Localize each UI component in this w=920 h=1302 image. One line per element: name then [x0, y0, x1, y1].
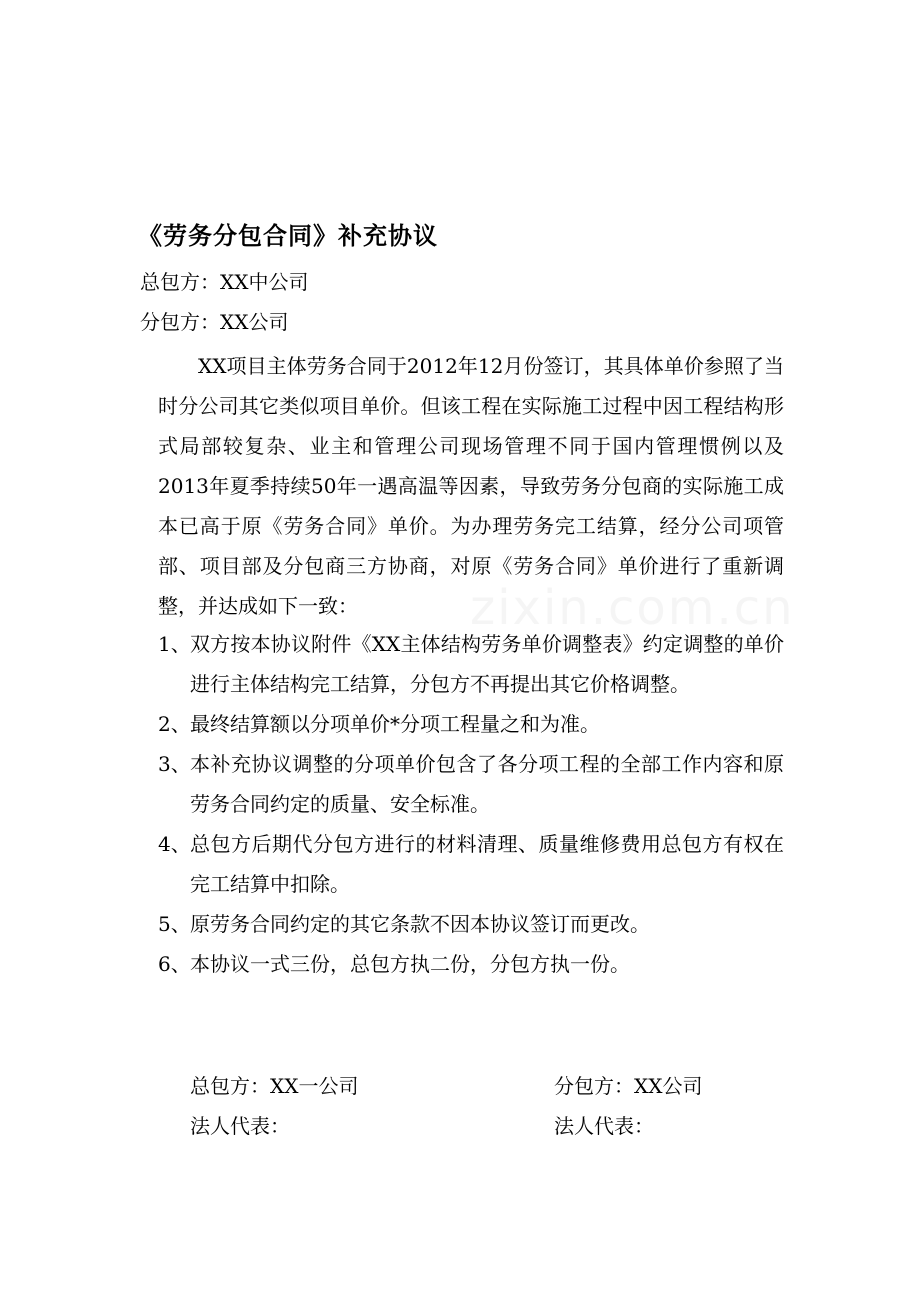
clause-text: 本补充协议调整的分项单价包含了各分项工程的全部工作内容和原劳务合同约定的质量、安全标准。 — [190, 752, 784, 816]
clause-text: 双方按本协议附件《XX主体结构劳务单价调整表》约定调整的单价进行主体结构完工结算，分包方不再提出其它价格调整。 — [190, 632, 784, 696]
clause-number: 1、 — [158, 632, 191, 656]
clause-number: 5、 — [158, 912, 191, 936]
general-contractor-legal-rep: 法人代表： — [190, 1114, 290, 1138]
clause-item — [158, 744, 784, 824]
subcontractor-line: 分包方：XX公司 — [140, 310, 289, 334]
general-contractor-sign-party: 总包方：XX一公司 — [190, 1074, 359, 1098]
clause-item — [158, 904, 784, 944]
subcontractor-sign-party: 分包方：XX公司 — [554, 1074, 703, 1098]
clause-item — [158, 944, 784, 984]
clause-text: 本协议一式三份，总包方执二份，分包方执一份。 — [190, 952, 630, 976]
clause-text: 原劳务合同约定的其它条款不因本协议签订而更改。 — [190, 912, 650, 936]
document-title: 《劳务分包合同》补充协议 — [138, 222, 438, 250]
body-paragraph: XX项目主体劳务合同于2012年12月份签订，其具体单价参照了当时分公司其它类似项目单价。但该工程在实际施工过程中因工程结构形式局部较复杂、业主和管理公司现场管理不同于国内管理惯例以及2013年夏季持续50年一遇高温等因素，导致劳务分包商的实际施工成本已高于原《劳务合同》单价。为办理劳务完工结算，经分公司项管部、项目部及分包商三方协商，对原《劳务合同》单价进行了重新调整，并达成如下一致： — [158, 354, 784, 618]
general-contractor-signature-block — [190, 1066, 358, 1146]
subcontractor-legal-rep: 法人代表： — [554, 1114, 654, 1138]
clause-number: 2、 — [158, 712, 191, 736]
watermark: zixin.com.cn — [470, 580, 795, 636]
clause-number: 6、 — [158, 952, 191, 976]
general-contractor-line: 总包方：XX中公司 — [140, 270, 309, 294]
clause-list — [158, 624, 784, 984]
clause-item — [158, 624, 784, 704]
clause-text: 总包方后期代分包方进行的材料清理、质量维修费用总包方有权在完工结算中扣除。 — [190, 832, 784, 896]
clause-number: 4、 — [158, 832, 191, 856]
clause-number: 3、 — [158, 752, 191, 776]
clause-item — [158, 704, 784, 744]
clause-item — [158, 824, 784, 904]
clause-text: 最终结算额以分项单价*分项工程量之和为准。 — [190, 712, 600, 736]
subcontractor-signature-block — [554, 1066, 702, 1146]
